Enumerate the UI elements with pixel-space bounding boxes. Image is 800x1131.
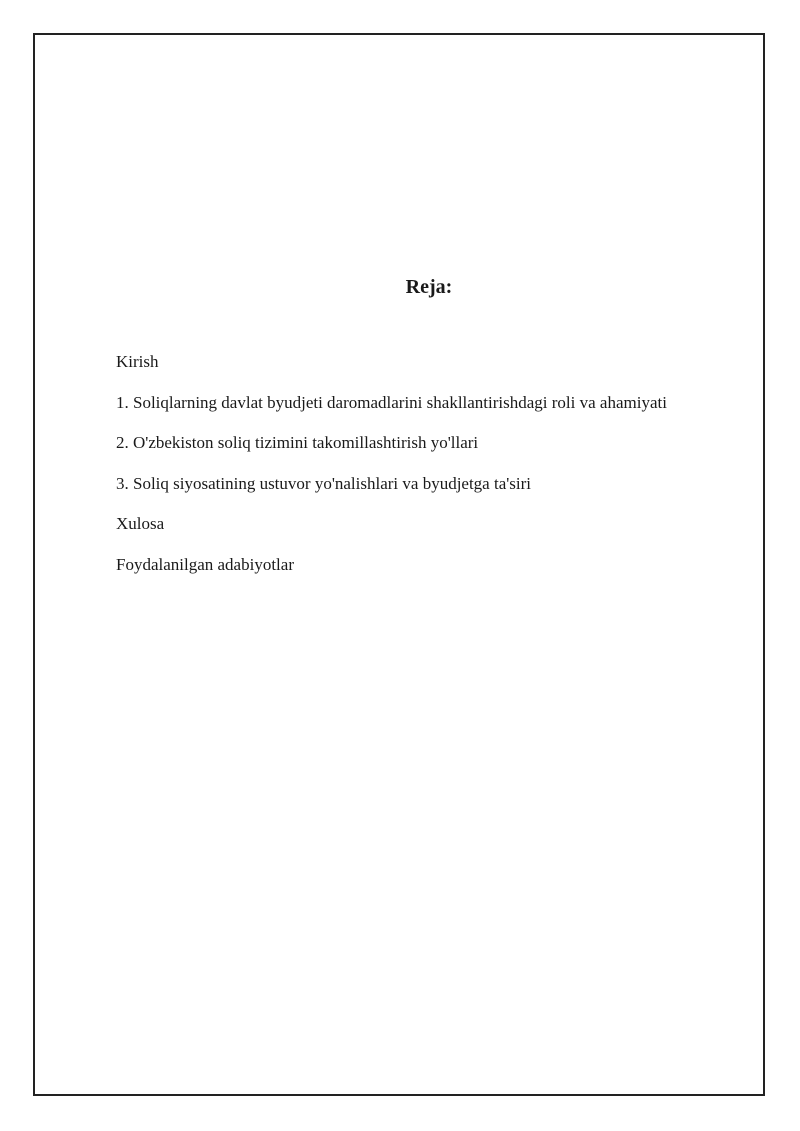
toc-item-chapter-2: 2. O'zbekiston soliq tizimini takomillashtirish yo'llari [116, 433, 479, 452]
table-of-contents [116, 350, 667, 593]
toc-item-chapter-1: 1. Soliqlarning davlat byudjeti daromadlarini shakllantirishdagi roli va ahamiyati [116, 392, 667, 412]
toc-item-conclusion: Xulosa [116, 514, 165, 533]
toc-item-introduction: Kirish [116, 352, 159, 371]
toc-item-chapter-3: 3. Soliq siyosatining ustuvor yo'nalishlari va byudjetga ta'siri [116, 473, 532, 493]
page-title: Reja: [405, 276, 453, 298]
toc-item-references: Foydalanilgan adabiyotlar [116, 554, 294, 574]
